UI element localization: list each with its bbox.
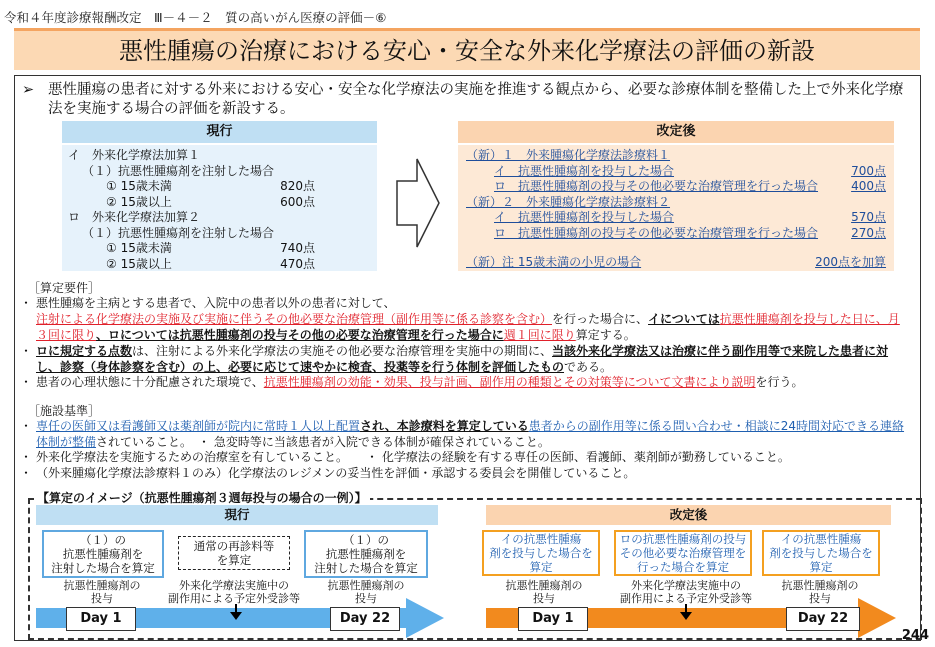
cur-box-2	[178, 536, 290, 570]
current-line: ② 15歳以上 470点	[106, 256, 315, 271]
day1-label: Day 1	[66, 607, 136, 631]
revised-heading: 改定後	[458, 121, 894, 143]
facility-bullet-1: ・ 専任の医師又は看護師又は薬剤師が院内に常時１人以上配置され、本診療料を算定している患者からの副作用等に係る問い合わせ・相談に24時間対応できる連絡体制が整備されていること。 ・ 急変時等に当該患者が入院できる体制が確保されていること。	[20, 419, 905, 449]
visit-label: 外来化学療法実施中の 副作用による予定外受診等	[168, 579, 300, 605]
revised-line: （新）１ 外来腫瘍化学療法診療料１	[466, 148, 671, 162]
facility-heading: ［施設基準］	[28, 404, 101, 418]
revised-line: イ 抗悪性腫瘍剤を投与した場合 570点	[494, 210, 886, 224]
calc-heading: ［算定要件］	[28, 281, 101, 295]
current-heading: 現行	[62, 121, 377, 143]
down-arrow-icon	[679, 604, 693, 620]
new-box-1	[482, 530, 600, 576]
box-text: （１）の 抗悪性腫瘍剤を 注射した場合を算定	[314, 533, 418, 575]
current-box	[62, 145, 377, 271]
cur-box-3	[304, 530, 428, 578]
current-line: （１）抗悪性腫瘍剤を注射した場合	[82, 225, 275, 240]
current-line: ① 15歳未満 740点	[106, 241, 315, 255]
new-box-3	[762, 530, 880, 576]
box-text: イの抗悪性腫瘍 剤を投与した場合を 算定	[769, 532, 873, 574]
current-line: （１）抗悪性腫瘍剤を注射した場合	[82, 163, 275, 178]
current-line: ① 15歳未満 820点	[106, 179, 315, 193]
visit-label: 外来化学療法実施中の 副作用による予定外受診等	[620, 579, 752, 605]
admin-label: 抗悪性腫瘍剤の 投与	[327, 579, 405, 605]
slide-header: 令和４年度診療報酬改定 Ⅲ－４－２ 質の高いがん医療の評価－⑥	[4, 10, 387, 25]
calc-bullet-3: ・ 患者の心理状態に十分配慮された環境で、抗悪性腫瘍剤の効能・効果、投与計画、副作用の種類とその対策等について文書により説明を行う。	[20, 375, 804, 389]
revised-line: ロ 抗悪性腫瘍剤の投与その他必要な治療管理を行った場合 400点	[494, 179, 886, 193]
revised-line: ロ 抗悪性腫瘍剤の投与その他必要な治療管理を行った場合 270点	[494, 225, 886, 240]
arrow-bullet-icon: ➢	[22, 82, 35, 98]
day1-label: Day 1	[518, 607, 588, 631]
day22-label: Day 22	[786, 607, 860, 631]
admin-label: 抗悪性腫瘍剤の 投与	[63, 579, 141, 605]
lead-paragraph: 悪性腫瘍の患者に対する外来における安心・安全な化学療法の実施を推進する観点から、必要な診療体制を整備した上で外来化学療法を実施する場合の評価を新設する。	[48, 82, 904, 117]
calc-bullet-1: ・ 悪性腫瘍を主病とする患者で、入院中の患者以外の患者に対して、注射による化学療法の実施及び実施に伴うその他必要な治療管理（副作用等に係る診察を含む）を行った場合に、イについては抗悪性腫瘍剤を投与した日に、月３回に限り、ロについては抗悪性腫瘍剤の投与その他の必要な治療管理を行った場合に週１回に限り算定する。	[20, 296, 900, 342]
revised-line: （新）注 15歳未満の小児の場合 200点を加算	[466, 255, 886, 269]
down-arrow-icon	[229, 604, 243, 620]
box-text: 通常の再診料等 を算定	[193, 539, 275, 567]
lead-text	[22, 81, 912, 119]
revised-box	[458, 145, 894, 271]
facility-bullet-2: ・ 外来化学療法を実施するための治療室を有していること。 ・ 化学療法の経験を有する専任の医師、看護師、薬剤師が勤務していること。	[20, 450, 790, 464]
facility-bullet-3: ・ （外来腫瘍化学療法診療料１のみ）化学療法のレジメンの妥当性を評価・承認する委員会を開催していること。	[20, 466, 636, 480]
page-number: 244	[901, 628, 929, 643]
admin-label: 抗悪性腫瘍剤の 投与	[505, 579, 583, 605]
cur-box-1	[42, 530, 164, 578]
image-title: 【算定のイメージ（抗悪性腫瘍剤３週毎投与の場合の一例）】	[34, 489, 370, 506]
revised-line: イ 抗悪性腫瘍剤を投与した場合 700点	[494, 163, 886, 178]
calc-bullet-2: ・ ロに規定する点数は、注射による外来化学療法の実施その他必要な治療管理を実施中の期間に、当該外来化学療法又は治療に伴う副作用等で来院した患者に対し、診察（身体診察を含む）の上、必要に応じて速やかに検査、投薬等を行う体制を評価したものである。	[20, 344, 889, 374]
box-text: （１）の 抗悪性腫瘍剤を 注射した場合を算定	[51, 533, 155, 575]
admin-label: 抗悪性腫瘍剤の 投与	[781, 579, 859, 605]
current-line: イ 外来化学療法加算１	[68, 148, 201, 162]
image-current-heading: 現行	[36, 505, 438, 525]
title-bar	[14, 28, 920, 70]
page-title: 悪性腫瘍の治療における安心・安全な外来化学療法の評価の新設	[119, 37, 815, 65]
box-text: イの抗悪性腫瘍 剤を投与した場合を 算定	[489, 532, 593, 574]
image-revised-heading: 改定後	[486, 505, 891, 525]
revised-line: （新）２ 外来腫瘍化学療法診療料２	[466, 194, 671, 209]
current-line: ② 15歳以上 600点	[106, 194, 315, 209]
current-line: ロ 外来化学療法加算２	[68, 210, 201, 224]
day22-label: Day 22	[330, 607, 400, 631]
right-arrow-icon	[395, 155, 441, 251]
new-box-2	[614, 530, 752, 576]
box-text: ロの抗悪性腫瘍剤の投与 その他必要な治療管理を 行った場合を算定	[619, 532, 747, 574]
